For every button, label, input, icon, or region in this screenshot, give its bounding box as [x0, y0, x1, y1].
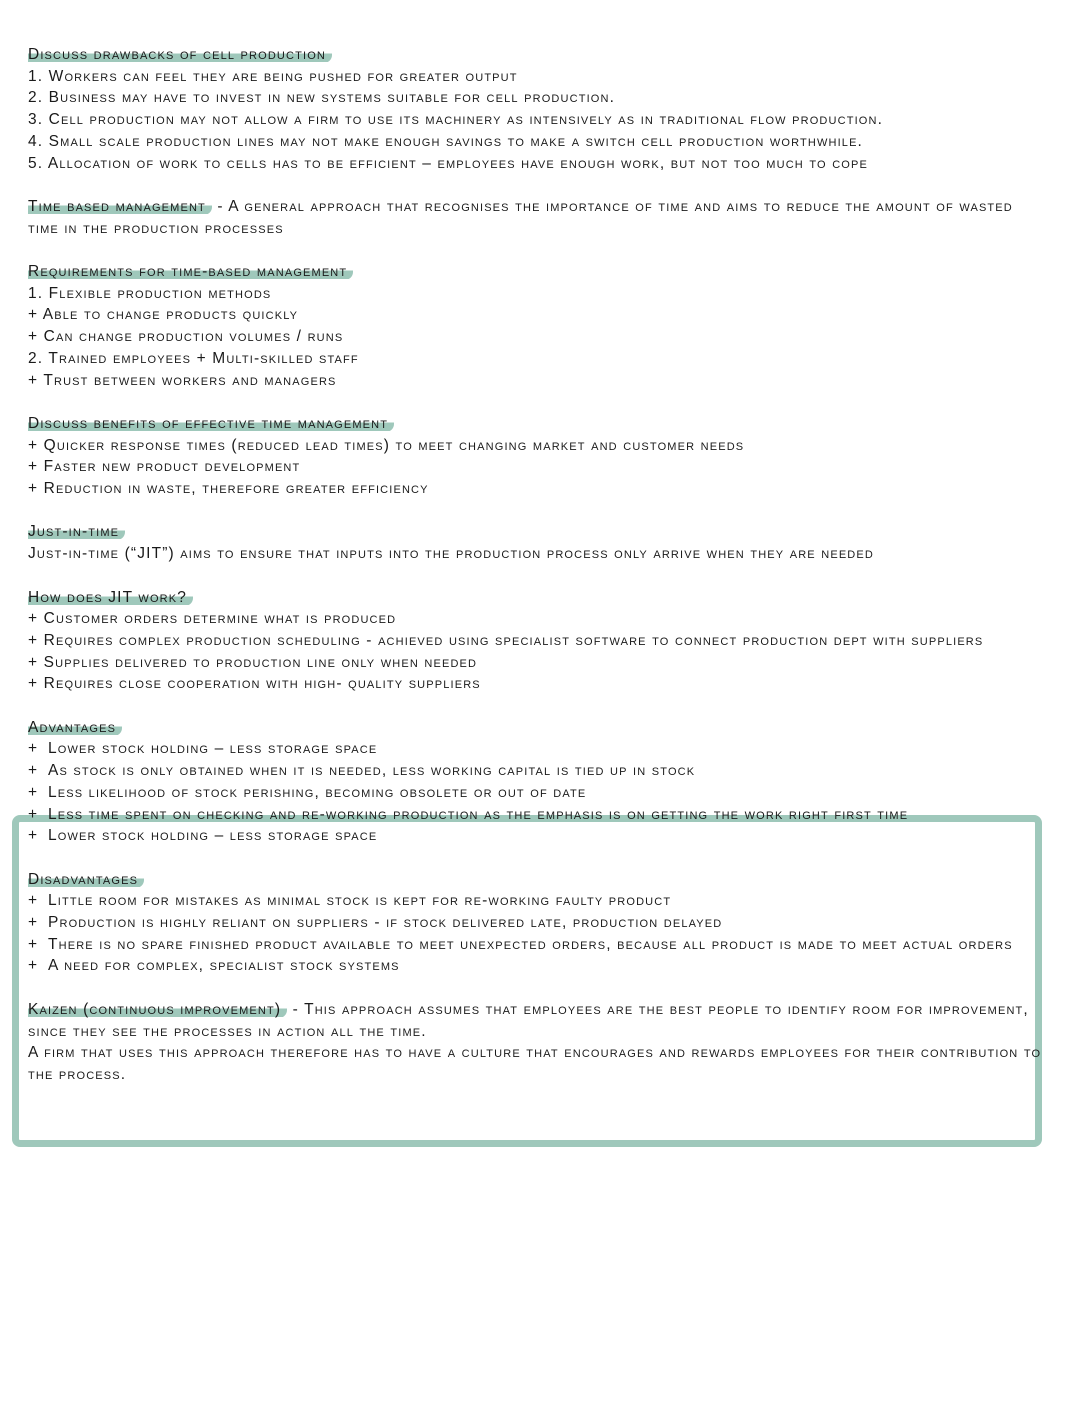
list-item: 1. Workers can feel they are being pushed for greater output [28, 67, 518, 85]
list-item: 2. Business may have to invest in new systems suitable for cell production. [28, 89, 616, 107]
heading-time-based-management: Time based management [28, 198, 212, 215]
tbm-paragraph [28, 196, 1046, 239]
list-item: 1. Flexible production methods [28, 284, 272, 302]
list-item: 5. Allocation of work to cells has to be efficient – employees have enough work, but not too much to cope [28, 154, 868, 172]
heading-jit: Just-in-time [28, 523, 125, 540]
list-item: + Production is highly reliant on suppliers - if stock delivered late, production delayed [28, 914, 723, 932]
list-item: + Requires close cooperation with high- quality suppliers [28, 675, 481, 693]
jit-text: Just-in-time (“JIT”) aims to ensure that inputs into the production process only arrive when they are needed [28, 545, 874, 563]
heading-disadvantages: Disadvantages [28, 871, 144, 888]
list-item: + Little room for mistakes as minimal stock is kept for re-working faulty product [28, 892, 672, 910]
kaizen-text: - This approach assumes that employees are the best people to identify room for improvement, since they see the processes in action all the time. [28, 1000, 1029, 1040]
list-item: 2. Trained employees + Multi-skilled staff [28, 349, 359, 367]
list-item: 4. Small scale production lines may not make enough savings to make a switch cell production worthwhile. [28, 132, 864, 150]
list-item: + Trust between workers and managers [28, 371, 337, 389]
heading-advantages: Advantages [28, 719, 122, 736]
kaizen-text-2: A firm that uses this approach therefore has to have a culture that encourages and rewards employees for their contribution to the process. [28, 1044, 1042, 1083]
list-item: + Lower stock holding – less storage space [28, 740, 378, 758]
list-item: + Customer orders determine what is produced [28, 610, 397, 628]
list-item: + Less time spent on checking and re-working production as the emphasis is on getting the work right first time [28, 805, 909, 823]
list-item: + A need for complex, specialist stock systems [28, 957, 400, 975]
list-item: + Can change production volumes / runs [28, 328, 344, 346]
list-item: + As stock is only obtained when it is needed, less working capital is tied up in stock [28, 762, 696, 780]
list-item: + Lower stock holding – less storage space [28, 827, 378, 845]
list-item: + Requires complex production scheduling - achieved using specialist software to connect production dept with suppliers [28, 631, 984, 649]
list-item: + Less likelihood of stock perishing, becoming obsolete or out of date [28, 783, 587, 801]
list-item: + Faster new product development [28, 458, 301, 476]
list-item: + Able to change products quickly [28, 306, 299, 324]
heading-benefits: Discuss benefits of effective time management [28, 415, 394, 432]
heading-drawbacks: Discuss drawbacks of cell production [28, 46, 332, 63]
tbm-text: - A general approach that recognises the importance of time and aims to reduce the amount of wasted time in the production processes [28, 197, 1013, 237]
list-item: + Reduction in waste, therefore greater efficiency [28, 480, 429, 498]
heading-kaizen: Kaizen (continuous improvement) [28, 1001, 287, 1018]
list-item: + Supplies delivered to production line only when needed [28, 653, 478, 671]
heading-how-jit-works: How does JIT work? [28, 589, 193, 606]
heading-requirements: Requirements for time-based management [28, 263, 353, 280]
list-item: 3. Cell production may not allow a firm to use its machinery as intensively as in traditional flow production. [28, 111, 884, 129]
kaizen-paragraph [28, 999, 1046, 1042]
document-page [28, 44, 1046, 1086]
list-item: + There is no spare finished product available to meet unexpected orders, because all product is made to meet actual orders [28, 935, 1013, 953]
list-item: + Quicker response times (reduced lead times) to meet changing market and customer needs [28, 436, 745, 454]
